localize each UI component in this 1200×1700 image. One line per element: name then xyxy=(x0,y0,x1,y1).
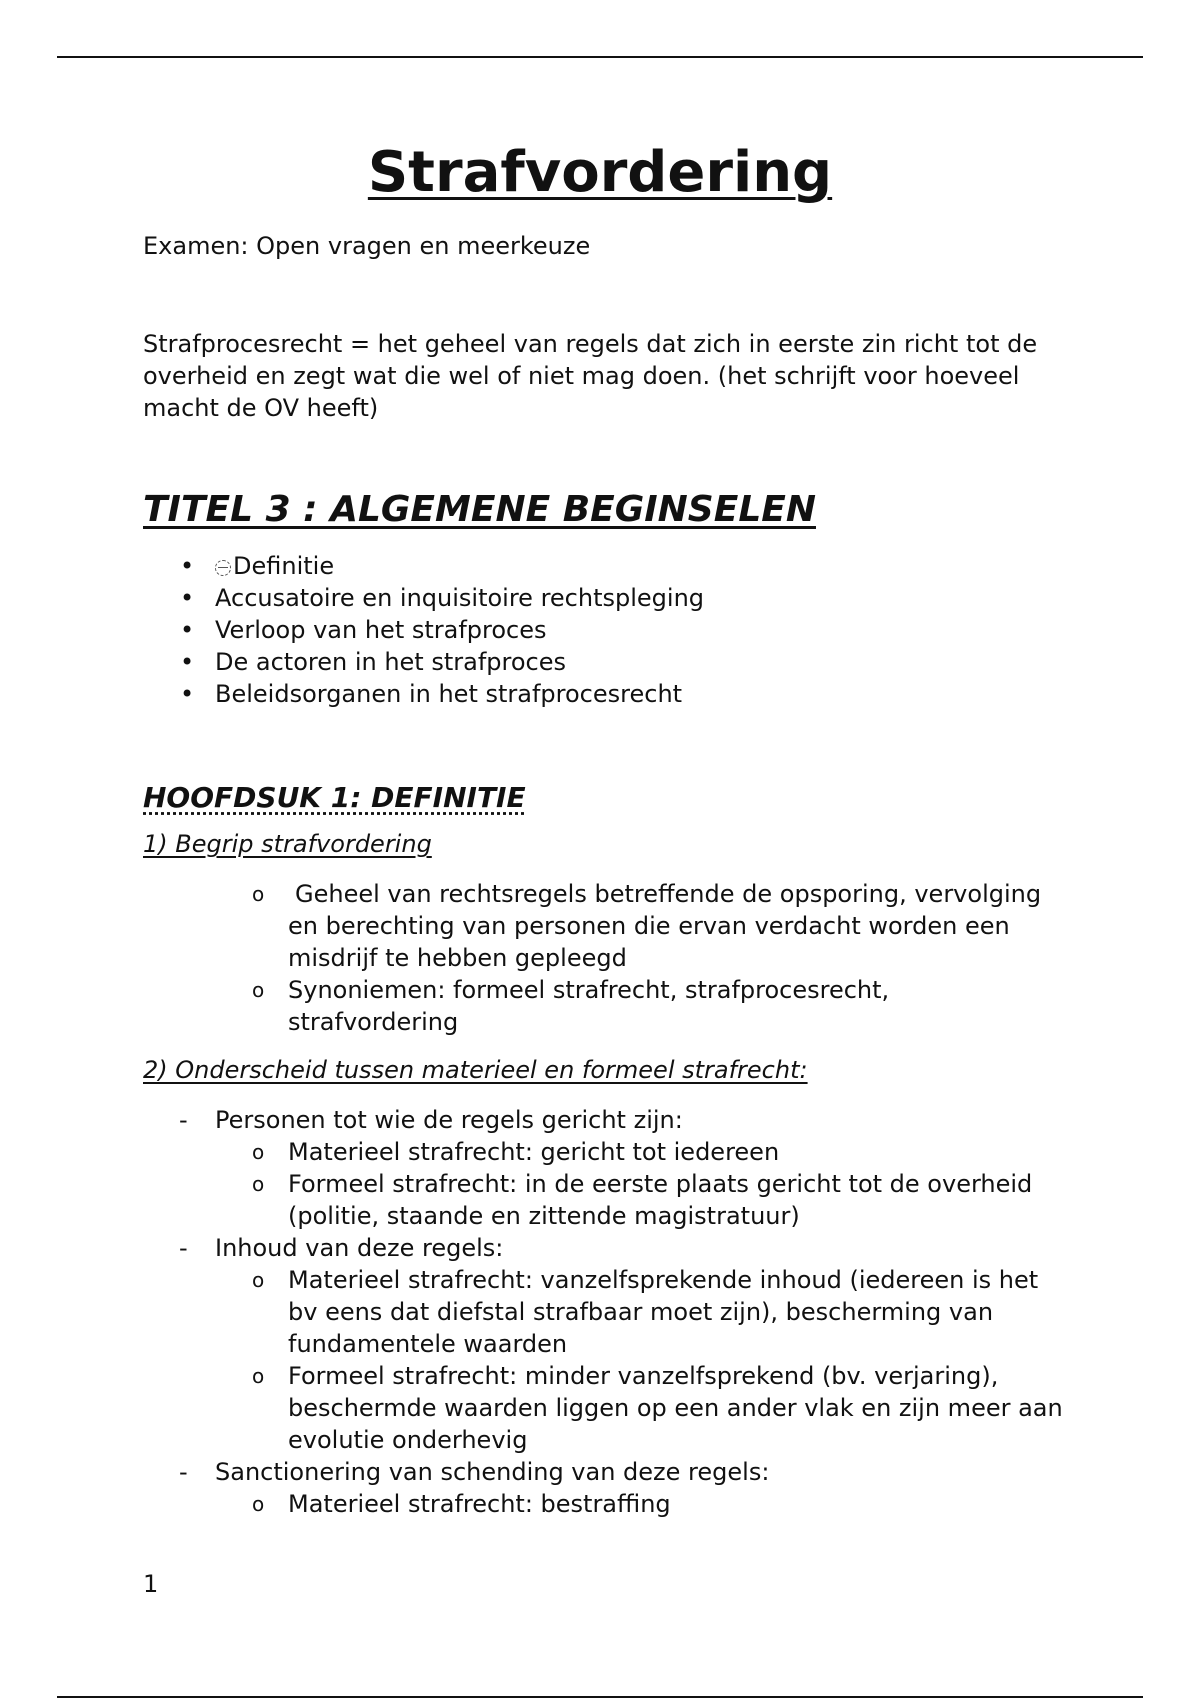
list-item: o Formeel strafrecht: in de eerste plaats gericht tot de overheid (politie, staande en zittende magistratuur) xyxy=(288,1168,1063,1232)
list-item: o Materieel strafrecht: vanzelfsprekende inhoud (iedereen is het bv eens dat diefstal strafbaar moet zijn), bescherming van fundamentele waarden xyxy=(288,1264,1063,1360)
group-label: Personen tot wie de regels gericht zijn: xyxy=(215,1106,683,1134)
section-2-list xyxy=(143,1104,1063,1520)
group-items xyxy=(215,1264,1063,1456)
list-item: o Formeel strafrecht: minder vanzelfsprekend (bv. verjaring), beschermde waarden liggen op een ander vlak en zijn meer aan evolutie onderhevig xyxy=(288,1360,1063,1456)
section-2-heading: 2) Onderscheid tussen materieel en formeel strafrecht: xyxy=(143,1056,808,1084)
titel-3-outline xyxy=(143,550,1063,710)
outline-item: • Beleidsorganen in het strafprocesrecht xyxy=(143,678,1063,710)
footer-rule xyxy=(57,1696,1143,1698)
group-label: Sanctionering van schending van deze regels: xyxy=(215,1458,770,1486)
collapse-marker-icon xyxy=(215,560,231,576)
page-number: 1 xyxy=(143,1570,159,1598)
exam-info: Examen: Open vragen en meerkeuze xyxy=(143,232,591,260)
list-item: o Geheel van rechtsregels betreffende de opsporing, vervolging en berechting van personen die ervan verdacht worden een misdrijf te hebben gepleegd xyxy=(288,878,1063,974)
document-body xyxy=(143,230,1063,1520)
titel-3-heading: TITEL 3 : ALGEMENE BEGINSELEN xyxy=(143,489,816,530)
list-item: o Materieel strafrecht: bestraffing xyxy=(288,1488,1063,1520)
outline-item: • Accusatoire en inquisitoire rechtspleging xyxy=(143,582,1063,614)
chapter-1-heading: HOOFDSUK 1: DEFINITIE xyxy=(143,781,526,814)
group-items xyxy=(215,1136,1063,1232)
section-1-heading: 1) Begrip strafvordering xyxy=(143,830,432,858)
section-1-list xyxy=(143,878,1063,1038)
comparison-group xyxy=(215,1456,1063,1520)
outline-item: • De actoren in het strafproces xyxy=(143,646,1063,678)
group-label: Inhoud van deze regels: xyxy=(215,1234,504,1262)
outline-item-definitie: • Definitie xyxy=(143,550,1063,582)
list-item: o Materieel strafrecht: gericht tot iedereen xyxy=(288,1136,1063,1168)
comparison-group xyxy=(215,1232,1063,1456)
intro-definition: Strafprocesrecht = het geheel van regels dat zich in eerste zin richt tot de overheid en zegt wat die wel of niet mag doen. (het schrijft voor hoeveel macht de OV heeft) xyxy=(143,330,1038,422)
outline-item: • Verloop van het strafproces xyxy=(143,614,1063,646)
header-rule xyxy=(57,56,1143,58)
document-title: Strafvordering xyxy=(367,140,833,205)
comparison-group xyxy=(215,1104,1063,1232)
list-item: o Synoniemen: formeel strafrecht, strafprocesrecht, strafvordering xyxy=(288,974,1063,1038)
group-items xyxy=(215,1488,1063,1520)
